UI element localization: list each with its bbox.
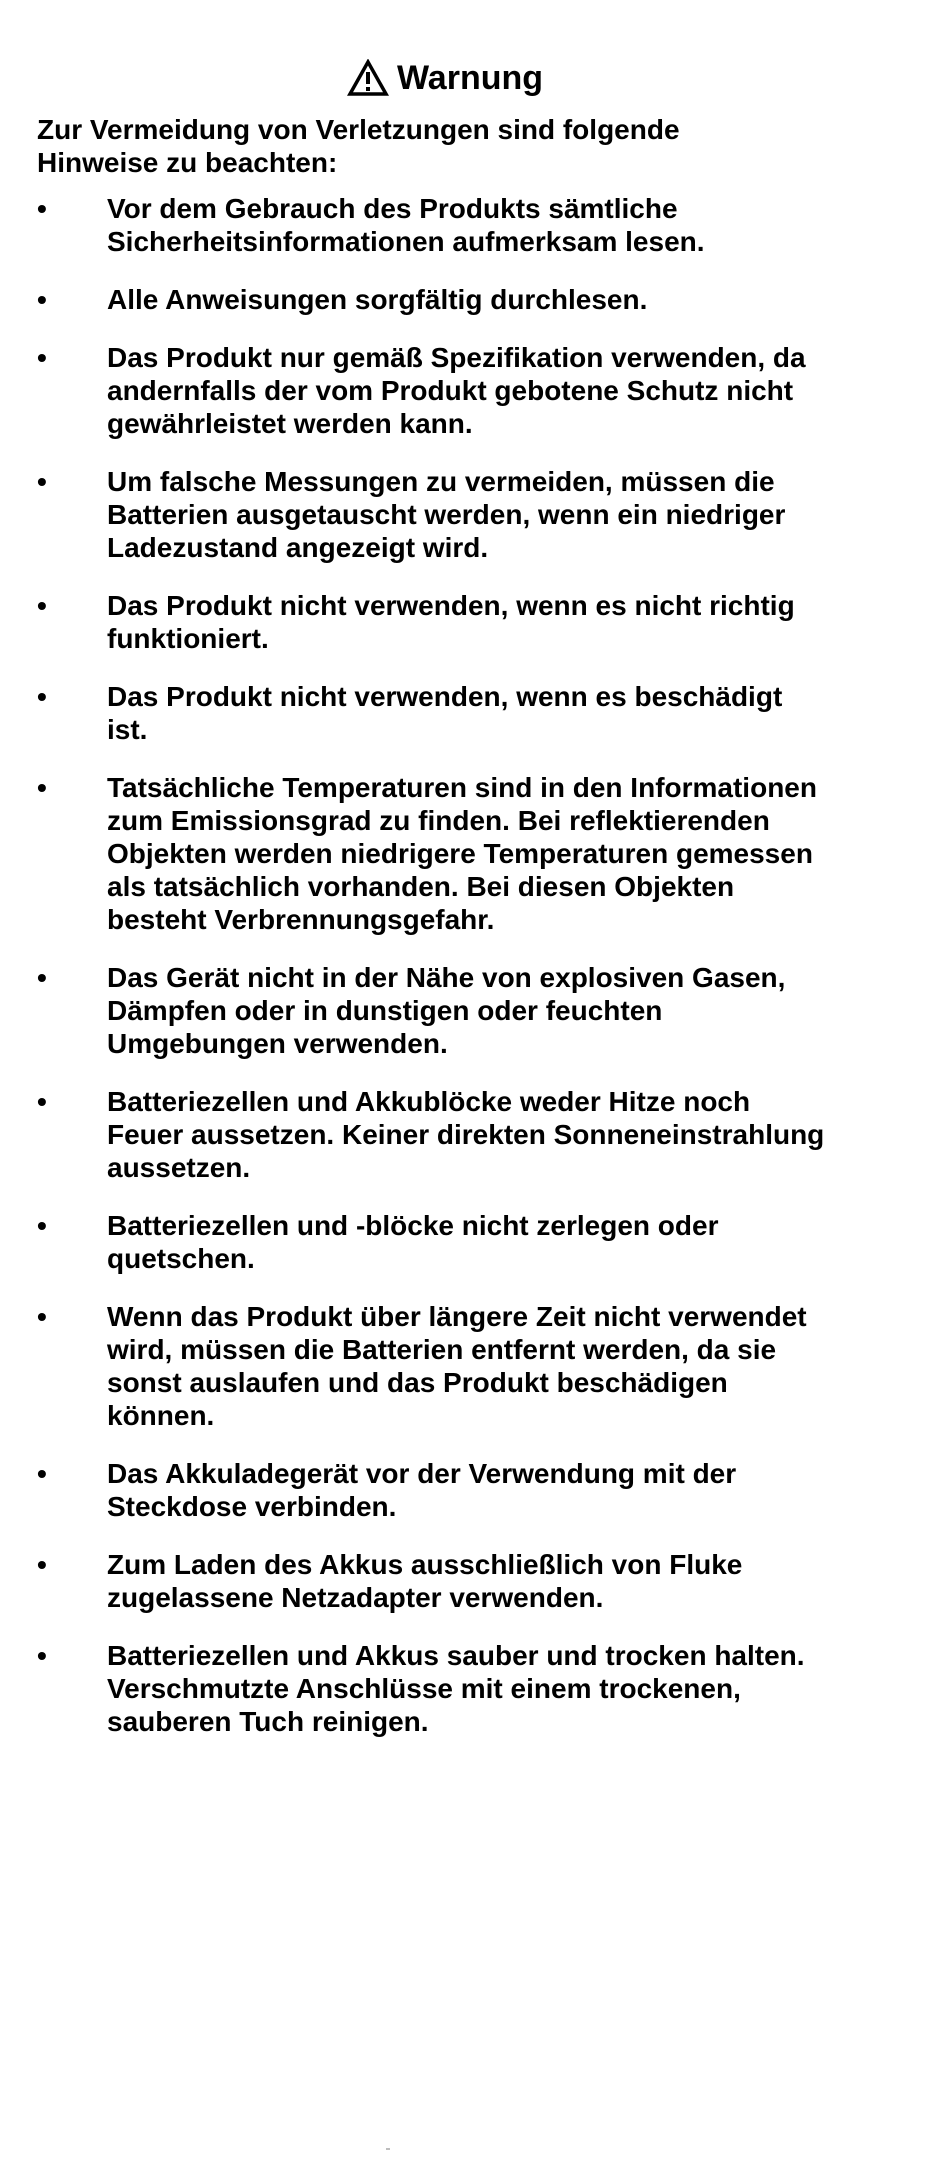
bullet-marker: •	[37, 1301, 47, 1332]
list-item	[0, 1300, 827, 1432]
list-item-text: Batteriezellen und Akkus sauber und trocken halten. Verschmutzte Anschlüsse mit einem trockenen, sauberen Tuch reinigen.	[107, 1640, 805, 1737]
bullet-marker: •	[37, 1549, 47, 1580]
bullet-marker: •	[37, 193, 47, 224]
list-item-text: Batteriezellen und Akkublöcke weder Hitze noch Feuer aussetzen. Keiner direkten Sonneneinstrahlung aussetzen.	[107, 1086, 825, 1183]
bullet-marker: •	[37, 466, 47, 497]
warning-triangle-icon	[347, 59, 389, 97]
list-item-text: Zum Laden des Akkus ausschließlich von Fluke zugelassene Netzadapter verwenden.	[107, 1549, 743, 1613]
warning-title: Warnung	[396, 59, 544, 97]
list-item-text: Wenn das Produkt über längere Zeit nicht verwendet wird, müssen die Batterien entfernt werden, da sie sonst auslaufen und das Produkt beschädigen können.	[107, 1301, 807, 1431]
list-item	[0, 1548, 827, 1614]
bullet-marker: •	[37, 681, 47, 712]
safety-instructions-list	[0, 192, 950, 1763]
list-item-text: Tatsächliche Temperaturen sind in den Informationen zum Emissionsgrad zu finden. Bei reflektierenden Objekten werden niedrigere Temperaturen gemessen als tatsächlich vorhanden. Bei diesen Objekten besteht Verbrennungsgefahr.	[107, 772, 817, 935]
list-item	[0, 1085, 827, 1184]
list-item-text: Das Akkuladegerät vor der Verwendung mit der Steckdose verbinden.	[107, 1458, 737, 1522]
bullet-marker: •	[37, 1210, 47, 1241]
list-item-text: Das Gerät nicht in der Nähe von explosiven Gasen, Dämpfen oder in dunstigen oder feuchten Umgebungen verwenden.	[107, 962, 786, 1059]
list-item	[0, 192, 827, 258]
list-item	[0, 1639, 827, 1738]
list-item	[0, 283, 827, 316]
warning-heading	[0, 58, 890, 98]
list-item-text: Vor dem Gebrauch des Produkts sämtliche Sicherheitsinformationen aufmerksam lesen.	[107, 193, 705, 257]
list-item-text: Das Produkt nicht verwenden, wenn es nicht richtig funktioniert.	[107, 590, 795, 654]
page-speck	[386, 2148, 390, 2150]
intro-text: Zur Vermeidung von Verletzungen sind folgende Hinweise zu beachten:	[37, 114, 680, 178]
list-item-text: Um falsche Messungen zu vermeiden, müssen die Batterien ausgetauscht werden, wenn ein niedriger Ladezustand angezeigt wird.	[107, 466, 786, 563]
list-item	[0, 341, 827, 440]
list-item-text: Alle Anweisungen sorgfältig durchlesen.	[107, 284, 648, 315]
bullet-marker: •	[37, 1640, 47, 1671]
list-item	[0, 1209, 827, 1275]
bullet-marker: •	[37, 1086, 47, 1117]
list-item-text: Das Produkt nicht verwenden, wenn es beschädigt ist.	[107, 681, 783, 745]
list-item-text: Batteriezellen und -blöcke nicht zerlegen oder quetschen.	[107, 1210, 719, 1274]
bullet-marker: •	[37, 284, 47, 315]
bullet-marker: •	[37, 1458, 47, 1489]
list-item	[0, 589, 827, 655]
list-item	[0, 1457, 827, 1523]
bullet-marker: •	[37, 590, 47, 621]
list-item	[0, 961, 827, 1060]
list-item	[0, 680, 827, 746]
bullet-marker: •	[37, 342, 47, 373]
bullet-marker: •	[37, 772, 47, 803]
bullet-marker: •	[37, 962, 47, 993]
list-item	[0, 465, 827, 564]
list-item-text: Das Produkt nur gemäß Spezifikation verwenden, da andernfalls der vom Produkt gebotene Schutz nicht gewährleistet werden kann.	[107, 342, 806, 439]
list-item	[0, 771, 827, 936]
